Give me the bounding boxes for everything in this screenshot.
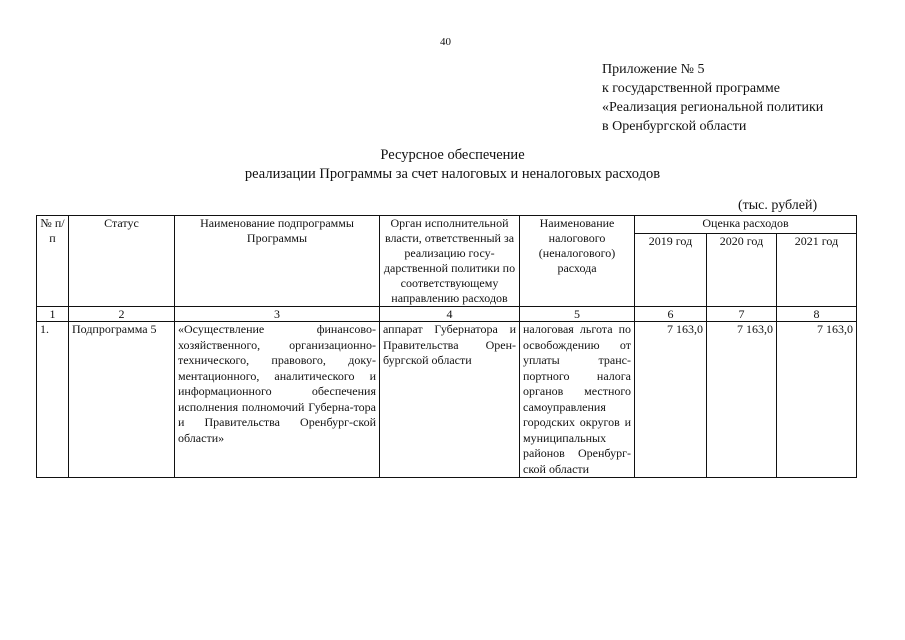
column-number: 2	[69, 307, 175, 322]
column-number: 5	[520, 307, 635, 322]
header-year-2021: 2021 год	[777, 234, 857, 307]
header-year-2020: 2020 год	[707, 234, 777, 307]
header-organ: Орган исполнительной власти, ответственный за реализацию госу-дарственной политики по соответствующему направлению расходов	[380, 216, 520, 307]
header-num: № п/п	[37, 216, 69, 307]
cell-2019: 7 163,0	[635, 322, 707, 478]
header-estimate: Оценка расходов	[635, 216, 857, 234]
appendix-line: в Оренбургской области	[602, 119, 747, 134]
column-number: 6	[635, 307, 707, 322]
page-number: 40	[440, 36, 451, 48]
header-name: Наименование подпрограммы Программы	[175, 216, 380, 307]
cell-2020: 7 163,0	[707, 322, 777, 478]
cell-organ: аппарат Губернатора и Правительства Орен-бургской области	[380, 322, 520, 478]
column-number: 3	[175, 307, 380, 322]
cell-tax-name: налоговая льгота по освобождению от уплаты транс-портного налога органов местного самоуправления городских округов и муниципальных районов Оренбург-ской области	[520, 322, 635, 478]
header-row	[37, 216, 857, 234]
column-number-row	[37, 307, 857, 322]
title-line: Ресурсное обеспечение	[380, 147, 525, 163]
column-number: 7	[707, 307, 777, 322]
resource-table	[36, 215, 857, 478]
column-number: 1	[37, 307, 69, 322]
cell-num: 1.	[37, 322, 69, 478]
document-title	[0, 146, 905, 184]
table-row	[37, 322, 857, 478]
header-year-2019: 2019 год	[635, 234, 707, 307]
cell-status: Подпрограмма 5	[69, 322, 175, 478]
cell-2021: 7 163,0	[777, 322, 857, 478]
header-tax-name: Наименование налогового (неналогового) расхода	[520, 216, 635, 307]
title-line: реализации Программы за счет налоговых и неналоговых расходов	[244, 166, 661, 182]
appendix-line: Приложение № 5	[602, 62, 705, 77]
appendix-line: к государственной программе	[602, 81, 780, 96]
header-status: Статус	[69, 216, 175, 307]
units-label: (тыс. рублей)	[738, 198, 818, 213]
column-number: 4	[380, 307, 520, 322]
column-number: 8	[777, 307, 857, 322]
appendix-line: «Реализация региональной политики	[602, 100, 824, 115]
cell-name: «Осуществление финансово-хозяйственного, организационно-технического, правового, доку-ментационного, аналитического и информационного обеспечения исполнения полномочий Губерна-тора и Правительства Оренбург-ской области»	[175, 322, 380, 478]
appendix-block	[602, 60, 823, 136]
